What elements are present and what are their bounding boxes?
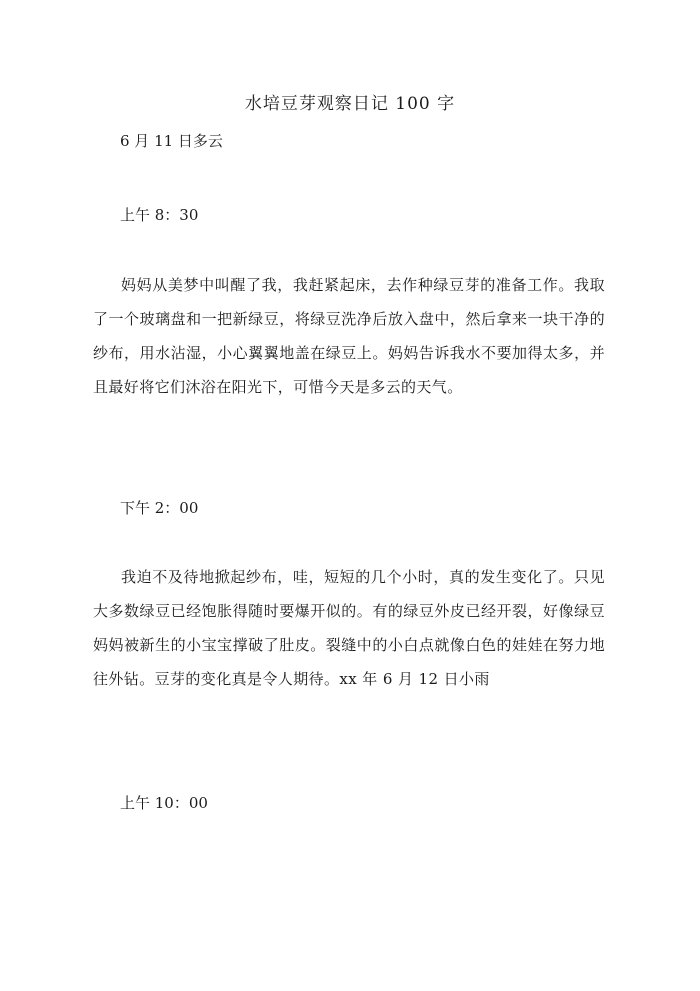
time-entry-1: 上午 8：30 — [120, 206, 199, 224]
time-entry-2: 下午 2：00 — [120, 499, 199, 517]
time-entry-3: 上午 10：00 — [120, 794, 208, 812]
date-line: 6 月 11 日多云 — [120, 132, 223, 150]
document-title: 水培豆芽观察日记 100 字 — [244, 94, 456, 114]
diary-paragraph-1: 妈妈从美梦中叫醒了我，我赶紧起床，去作种绿豆芽的准备工作。我取了一个玻璃盘和一把新绿豆，将绿豆洗净后放入盘中，然后拿来一块干净的纱布，用水沾湿，小心翼翼地盖在绿豆上。妈妈告诉我水不要加得太多，并且最好将它们沐浴在阳光下，可惜今天是多云的天气。 — [93, 276, 605, 396]
diary-paragraph-2: 我迫不及待地掀起纱布，哇，短短的几个小时，真的发生变化了。只见大多数绿豆已经饱胀得随时要爆开似的。有的绿豆外皮已经开裂，好像绿豆妈妈被新生的小宝宝撑破了肚皮。裂缝中的小白点就像白色的娃娃在努力地往外钻。豆芽的变化真是令人期待。xx 年 6 月 12 日小雨 — [93, 568, 605, 688]
